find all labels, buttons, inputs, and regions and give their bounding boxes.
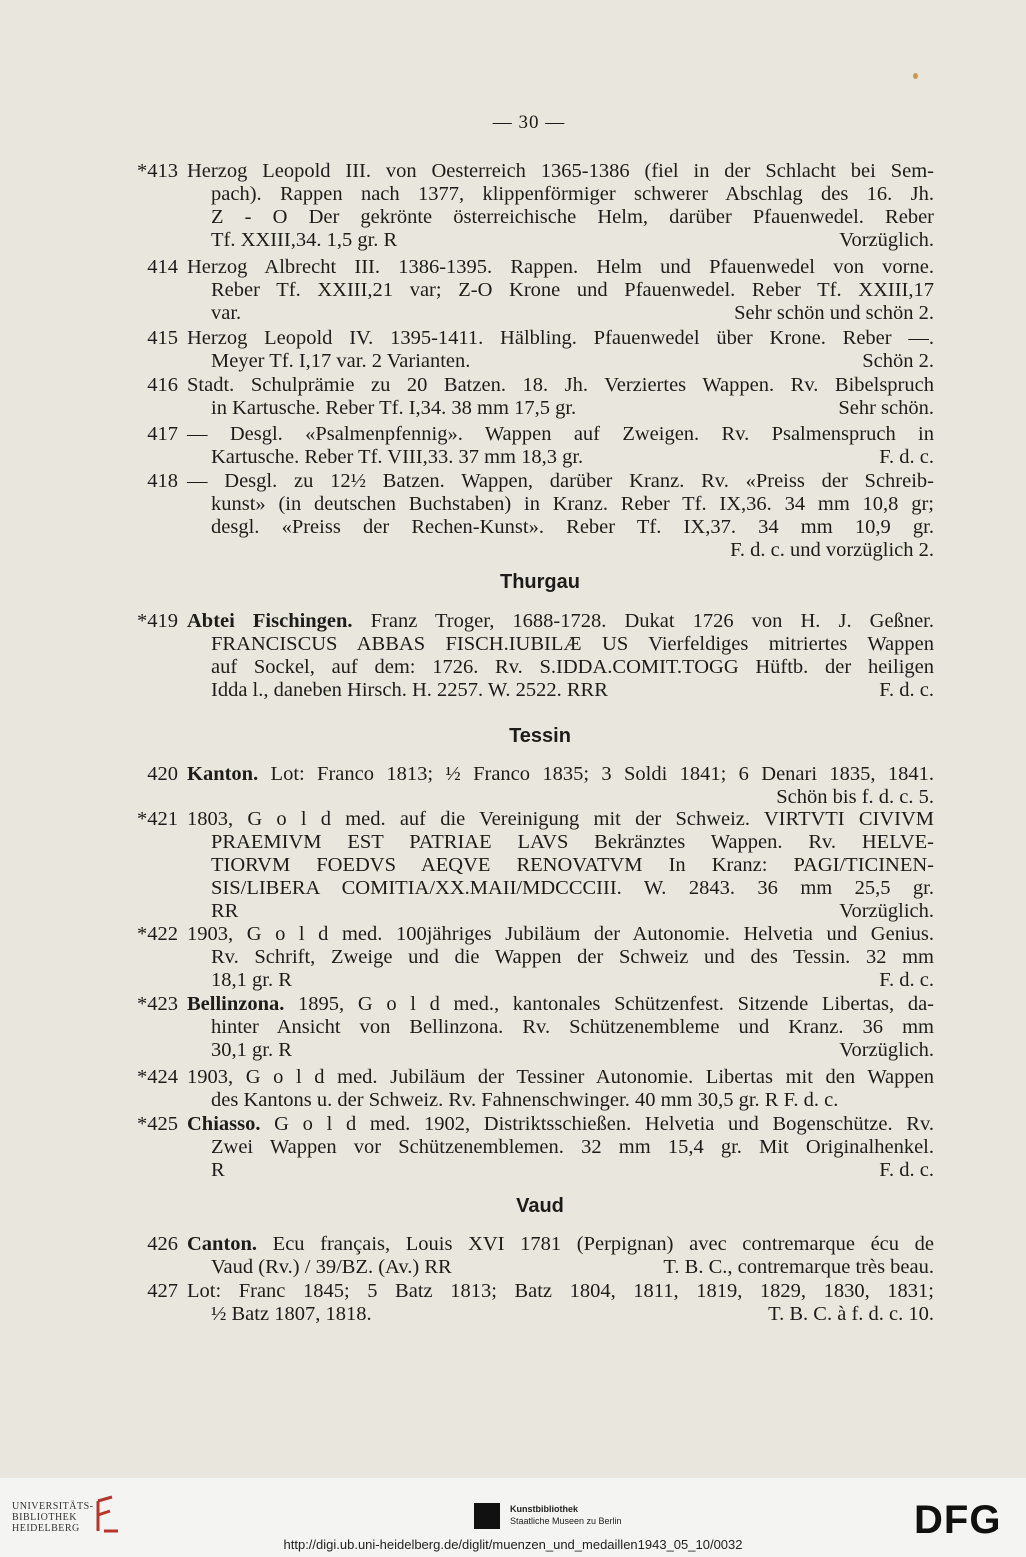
entry-line xyxy=(211,350,934,373)
entry-line xyxy=(211,397,934,420)
grade-text: Sehr schön und schön 2. xyxy=(734,302,934,324)
catalog-entry xyxy=(0,256,1026,325)
entry-line-text: Chiasso. G o l d med. 1902, Distriktsschießen. Helvetia und Bogenschütze. Rv. xyxy=(187,1113,934,1135)
entry-line xyxy=(187,327,934,350)
entry-line xyxy=(211,302,934,325)
entry-line xyxy=(211,900,934,923)
entry-line-text: Rv. Schrift, Zweige und die Wappen der Schweiz und des Tessin. 32 mm xyxy=(211,946,934,968)
entry-line-text: desgl. «Preiss der Rechen-Kunst». Reber Tf. IX,37. 34 mm 10,9 gr. xyxy=(211,516,934,538)
grade-text: T. B. C., contremarque très beau. xyxy=(663,1256,934,1278)
lot-number: *421 xyxy=(137,808,178,830)
entry-line xyxy=(211,229,934,252)
catalog-entry xyxy=(0,1113,1026,1182)
entry-line-text: Canton. Ecu français, Louis XVI 1781 (Perpignan) avec contremarque écu de xyxy=(187,1233,934,1255)
entry-line xyxy=(211,946,934,969)
entry-line-text: auf Sockel, auf dem: 1726. Rv. S.IDDA.COMIT.TOGG Hüftb. der heiligen xyxy=(211,656,934,678)
section-heading: Tessin xyxy=(509,725,571,747)
entry-line-text: FRANCISCUS ABBAS FISCH.IUBILÆ US Vierfeldiges mitriertes Wappen xyxy=(211,633,934,655)
entry-line xyxy=(187,763,934,786)
ink-spot xyxy=(913,73,918,79)
entry-line-text: 18,1 gr. R xyxy=(211,969,292,991)
entry-line xyxy=(211,969,934,992)
entry-line-text: Herzog Leopold III. von Oesterreich 1365-1386 (fiel in der Schlacht bei Sem- xyxy=(187,160,934,182)
entry-line-text: des Kantons u. der Schweiz. Rv. Fahnenschwinger. 40 mm 30,5 gr. R F. d. c. xyxy=(211,1089,839,1111)
lot-number: *419 xyxy=(137,610,178,632)
entry-line-text: 30,1 gr. R xyxy=(211,1039,292,1061)
entry-line-text: SIS/LIBERA COMITIA/XX.MAII/MDCCCIII. W. 2843. 36 mm 25,5 gr. xyxy=(211,877,934,899)
entry-line xyxy=(211,854,934,877)
entry-line xyxy=(187,374,934,397)
catalog-entry xyxy=(0,1066,1026,1112)
entry-line xyxy=(187,1233,934,1256)
lot-number: 416 xyxy=(147,374,178,396)
grade-text: Sehr schön. xyxy=(838,397,934,419)
entry-line-text: Meyer Tf. I,17 var. 2 Varianten. xyxy=(211,350,471,372)
grade-text: Vorzüglich. xyxy=(839,229,934,251)
entry-line xyxy=(187,423,934,446)
grade-text: T. B. C. à f. d. c. 10. xyxy=(768,1303,934,1325)
entry-line xyxy=(211,831,934,854)
lot-number: 420 xyxy=(147,763,178,785)
catalog-entry xyxy=(0,374,1026,420)
entry-line-text: Z - O Der gekrönte österreichische Helm, darüber Pfauenwedel. Reber xyxy=(211,206,934,228)
entry-line xyxy=(187,160,934,183)
lot-number: *423 xyxy=(137,993,178,1015)
entry-line xyxy=(187,470,934,493)
entry-line-text: Abtei Fischingen. Franz Troger, 1688-1728. Dukat 1726 von H. J. Geßner. xyxy=(187,610,934,632)
entry-line xyxy=(211,1136,934,1159)
heidelberg-logo-icon xyxy=(92,1495,122,1537)
entry-line-text: Herzog Albrecht III. 1386-1395. Rappen. Helm und Pfauenwedel von vorne. xyxy=(187,256,934,278)
entry-line-text: 1903, G o l d med. 100jähriges Jubiläum der Autonomie. Helvetia und Genius. xyxy=(187,923,934,945)
entry-line xyxy=(211,279,934,302)
lot-number: 415 xyxy=(147,327,178,349)
entry-line-text: var. xyxy=(211,302,242,324)
entry-line xyxy=(211,1303,934,1326)
section-heading: Thurgau xyxy=(500,571,580,593)
entry-line xyxy=(211,656,934,679)
entry-line xyxy=(211,679,934,702)
page-number: — 30 — xyxy=(492,112,566,133)
kb-line-2: Staatliche Museen zu Berlin xyxy=(510,1516,622,1526)
kunstbibliothek-text xyxy=(510,1503,622,1527)
entry-line-text: TIORVM FOEDVS AEQVE RENOVATVM In Kranz: PAGI/TICINEN- xyxy=(211,854,934,876)
entry-line-text: Bellinzona. 1895, G o l d med., kantonales Schützenfest. Sitzende Libertas, da- xyxy=(187,993,934,1015)
lot-number: *422 xyxy=(137,923,178,945)
lot-number: *413 xyxy=(137,160,178,182)
grade-text: F. d. c. xyxy=(879,679,934,701)
entry-line xyxy=(211,1039,934,1062)
uni-line-1: UNIVERSITÄTS- xyxy=(12,1501,94,1512)
entry-line xyxy=(187,923,934,946)
entry-line xyxy=(187,1066,934,1089)
entry-line-text: hinter Ansicht von Bellinzona. Rv. Schützenembleme und Kranz. 36 mm xyxy=(211,1016,934,1038)
entry-line xyxy=(211,446,934,469)
catalog-entry xyxy=(0,923,1026,992)
kunstbibliothek-logo-icon xyxy=(474,1503,500,1529)
entry-line-text: RR xyxy=(211,900,239,922)
grade-text: F. d. c. xyxy=(879,446,934,468)
entry-line-text: Kanton. Lot: Franco 1813; ½ Franco 1835; 3 Soldi 1841; 6 Denari 1835, 1841. xyxy=(187,763,934,785)
section-heading: Vaud xyxy=(516,1195,564,1217)
entry-line xyxy=(187,1113,934,1136)
entry-line-text: R xyxy=(211,1159,225,1181)
entry-line-text: kunst» (in deutschen Buchstaben) in Kranz. Reber Tf. IX,36. 34 mm 10,8 gr; xyxy=(211,493,934,515)
uni-line-2: BIBLIOTHEK xyxy=(12,1512,77,1523)
entry-line xyxy=(211,493,934,516)
entry-line xyxy=(211,516,934,539)
lot-number: 427 xyxy=(147,1280,178,1302)
grade-text: Vorzüglich. xyxy=(839,1039,934,1061)
entry-line-text: — Desgl. «Psalmenpfennig». Wappen auf Zweigen. Rv. Psalmenspruch in xyxy=(187,423,934,445)
catalog-entry xyxy=(0,1280,1026,1326)
entry-line xyxy=(187,256,934,279)
entry-line-text: Idda l., daneben Hirsch. H. 2257. W. 2522. RRR xyxy=(211,679,608,701)
entry-line-text: PRAEMIVM EST PATRIAE LAVS Bekränztes Wappen. Rv. HELVE- xyxy=(211,831,934,853)
lot-number: 418 xyxy=(147,470,178,492)
catalog-entry xyxy=(0,763,1026,809)
entry-line xyxy=(211,633,934,656)
entry-line-text: Lot: Franc 1845; 5 Batz 1813; Batz 1804, 1811, 1819, 1829, 1830, 1831; xyxy=(187,1280,934,1302)
grade-text: F. d. c. und vorzüglich 2. xyxy=(730,539,934,561)
dfg-logo: DFG xyxy=(914,1498,1002,1542)
lot-number: 414 xyxy=(147,256,178,278)
lot-number: *424 xyxy=(137,1066,178,1088)
catalog-entry xyxy=(0,1233,1026,1279)
entry-line-text: Zwei Wappen vor Schützenemblemen. 32 mm 15,4 gr. Mit Originalhenkel. xyxy=(211,1136,934,1158)
entry-line-text: in Kartusche. Reber Tf. I,34. 38 mm 17,5 gr. xyxy=(211,397,577,419)
entry-line xyxy=(187,1280,934,1303)
catalog-entry xyxy=(0,993,1026,1062)
entry-line-text: Vaud (Rv.) / 39/BZ. (Av.) RR xyxy=(211,1256,452,1278)
entry-line-text: 1903, G o l d med. Jubiläum der Tessiner Autonomie. Libertas mit den Wappen xyxy=(187,1066,934,1088)
entry-line xyxy=(187,808,934,831)
lot-number: 417 xyxy=(147,423,178,445)
grade-text: F. d. c. xyxy=(879,969,934,991)
entry-line xyxy=(211,1016,934,1039)
grade-text: Vorzüglich. xyxy=(839,900,934,922)
lot-number: 426 xyxy=(147,1233,178,1255)
entry-line-text: Stadt. Schulprämie zu 20 Batzen. 18. Jh. Verziertes Wappen. Rv. Bibelspruch xyxy=(187,374,934,396)
heidelberg-library-logo-text xyxy=(12,1501,94,1534)
entry-line xyxy=(211,877,934,900)
catalog-entry xyxy=(0,808,1026,923)
catalog-entry xyxy=(0,160,1026,252)
entry-line xyxy=(211,183,934,206)
catalog-entry xyxy=(0,470,1026,562)
lot-number: *425 xyxy=(137,1113,178,1135)
kb-line-1: Kunstbibliothek xyxy=(510,1504,578,1514)
entry-line xyxy=(187,993,934,1016)
entry-line xyxy=(187,610,934,633)
catalog-entry xyxy=(0,423,1026,469)
uni-line-3: HEIDELBERG xyxy=(12,1523,80,1534)
entry-line xyxy=(211,206,934,229)
grade-text: Schön 2. xyxy=(862,350,934,372)
entry-line-text: ½ Batz 1807, 1818. xyxy=(211,1303,372,1325)
grade-text: Schön bis f. d. c. 5. xyxy=(776,786,934,808)
entry-line-text: 1803, G o l d med. auf die Vereinigung mit der Schweiz. VIRTVTI CIVIVM xyxy=(187,808,934,830)
entry-line xyxy=(211,1089,934,1112)
entry-line xyxy=(211,1256,934,1279)
entry-line-text: Herzog Leopold IV. 1395-1411. Hälbling. Pfauenwedel über Krone. Reber —. xyxy=(187,327,934,349)
catalog-entry xyxy=(0,610,1026,702)
entry-line-text: pach). Rappen nach 1377, klippenförmiger schwerer Abschlag des 16. Jh. xyxy=(211,183,934,205)
entry-line-text: Kartusche. Reber Tf. VIII,33. 37 mm 18,3 gr. xyxy=(211,446,584,468)
entry-line-text: — Desgl. zu 12½ Batzen. Wappen, darüber Kranz. Rv. «Preiss der Schreib- xyxy=(187,470,934,492)
entry-line xyxy=(211,1159,934,1182)
source-url-link[interactable]: http://digi.ub.uni-heidelberg.de/diglit/muenzen_und_medaillen1943_05_10/0032 xyxy=(283,1537,743,1552)
entry-line-text: Tf. XXIII,34. 1,5 gr. R xyxy=(211,229,398,251)
entry-line-text: Reber Tf. XXIII,21 var; Z-O Krone und Pfauenwedel. Reber Tf. XXIII,17 xyxy=(211,279,934,301)
catalog-entry xyxy=(0,327,1026,373)
grade-text: F. d. c. xyxy=(879,1159,934,1181)
